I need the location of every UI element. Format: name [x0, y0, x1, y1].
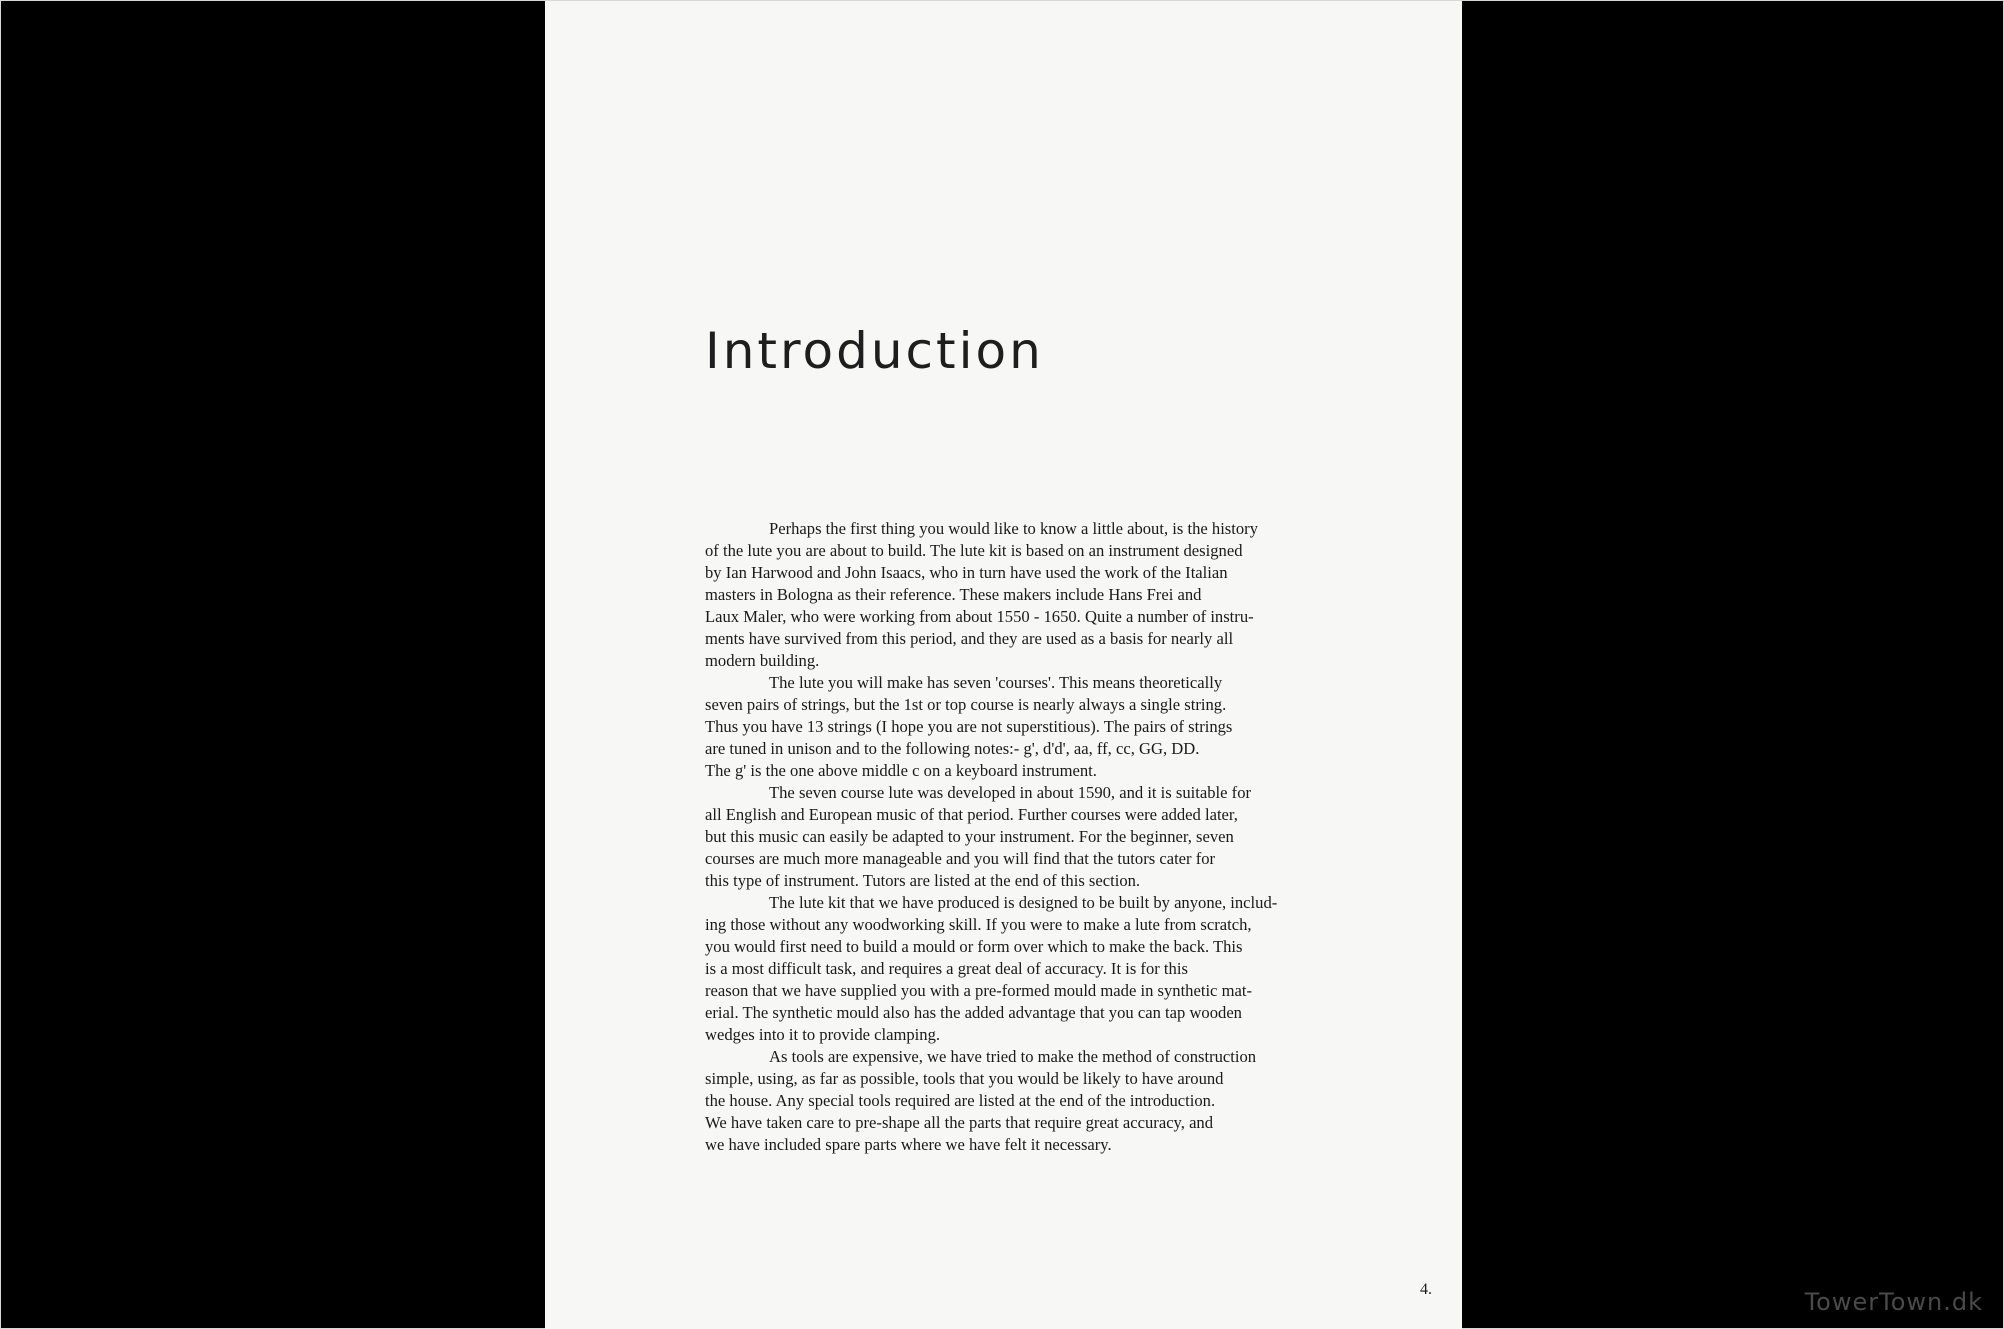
page-number: 4.: [1420, 1281, 1432, 1298]
paragraph: [705, 672, 1425, 782]
text-line: of the lute you are about to build. The lute kit is based on an instrument designed: [705, 541, 1243, 560]
text-line: The g' is the one above middle c on a keyboard instrument.: [705, 761, 1097, 780]
text-line: all English and European music of that period. Further courses were added later,: [705, 805, 1238, 824]
text-line: We have taken care to pre-shape all the parts that require great accuracy, and: [705, 1113, 1214, 1132]
text-line: by Ian Harwood and John Isaacs, who in turn have used the work of the Italian: [705, 563, 1228, 582]
text-line: The seven course lute was developed in about 1590, and it is suitable for: [769, 783, 1252, 802]
text-line: courses are much more manageable and you will find that the tutors cater for: [705, 849, 1216, 868]
document-page: [545, 1, 1462, 1329]
text-line: As tools are expensive, we have tried to make the method of construction: [769, 1047, 1257, 1066]
text-line: seven pairs of strings, but the 1st or top course is nearly always a single string.: [705, 695, 1227, 714]
text-line: Thus you have 13 strings (I hope you are not superstitious). The pairs of strings: [705, 717, 1233, 736]
text-line: but this music can easily be adapted to your instrument. For the beginner, seven: [705, 827, 1234, 846]
text-line: wedges into it to provide clamping.: [705, 1025, 941, 1044]
text-line: simple, using, as far as possible, tools that you would be likely to have around: [705, 1069, 1224, 1088]
text-line: modern building.: [705, 651, 820, 670]
text-line: you would first need to build a mould or form over which to make the back. This: [705, 937, 1243, 956]
text-line: we have included spare parts where we have felt it necessary.: [705, 1135, 1112, 1154]
text-line: masters in Bologna as their reference. These makers include Hans Frei and: [705, 585, 1202, 604]
text-line: Laux Maler, who were working from about 1550 - 1650. Quite a number of instru-: [705, 607, 1254, 626]
text-line: The lute you will make has seven 'courses'. This means theoretically: [769, 673, 1223, 692]
text-line: erial. The synthetic mould also has the added advantage that you can tap wooden: [705, 1003, 1242, 1022]
paragraph: [705, 892, 1425, 1046]
text-line: ments have survived from this period, and they are used as a basis for nearly all: [705, 629, 1234, 648]
text-line: this type of instrument. Tutors are listed at the end of this section.: [705, 871, 1141, 890]
text-line: are tuned in unison and to the following notes:- g', d'd', aa, ff, cc, GG, DD.: [705, 739, 1200, 758]
text-line: ing those without any woodworking skill. If you were to make a lute from scratch,: [705, 915, 1252, 934]
body-text: [705, 518, 1425, 1156]
text-line: Perhaps the first thing you would like to know a little about, is the history: [769, 519, 1258, 538]
text-line: The lute kit that we have produced is designed to be built by anyone, includ-: [769, 893, 1278, 912]
text-line: the house. Any special tools required are listed at the end of the introduction.: [705, 1091, 1216, 1110]
page-title: Introduction: [705, 322, 1044, 380]
text-line: is a most difficult task, and requires a great deal of accuracy. It is for this: [705, 959, 1188, 978]
paragraph: [705, 782, 1425, 892]
text-line: reason that we have supplied you with a pre-formed mould made in synthetic mat-: [705, 981, 1252, 1000]
paragraph: [705, 518, 1425, 672]
paragraph: [705, 1046, 1425, 1156]
watermark: TowerTown.dk: [1804, 1288, 1983, 1316]
